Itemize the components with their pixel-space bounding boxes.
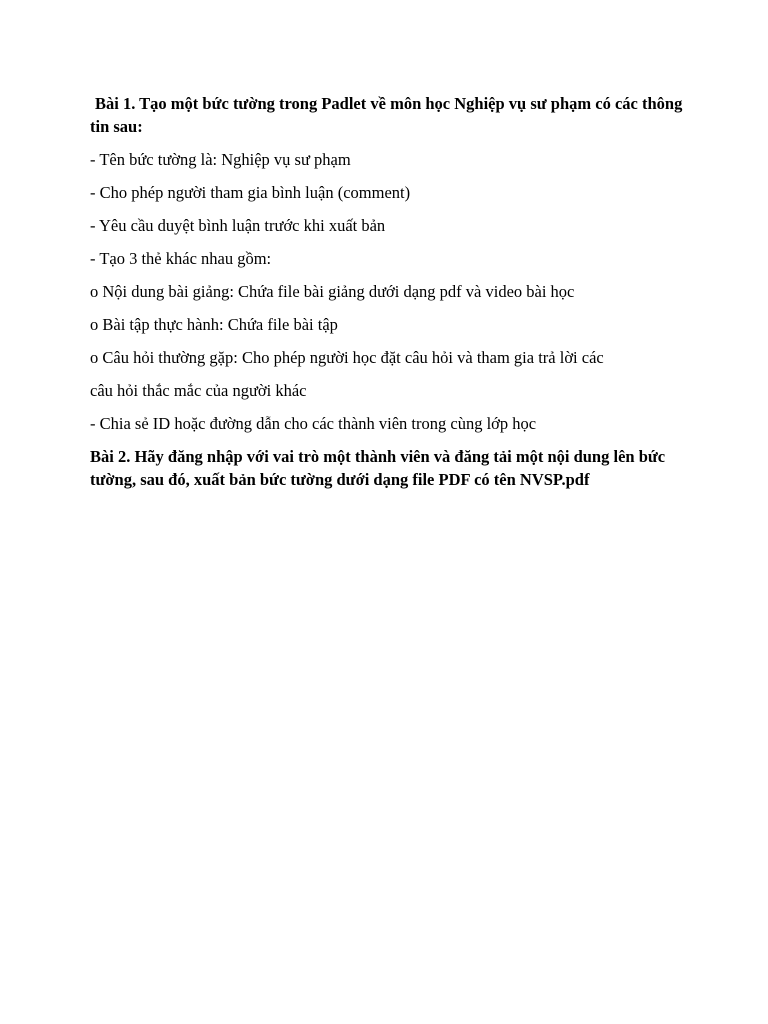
card-faq-continuation-line: câu hỏi thắc mắc của người khác — [90, 381, 307, 400]
card-faq-line: o Câu hỏi thường gặp: Cho phép người học đặt câu hỏi và tham gia trả lời các — [90, 348, 604, 367]
exercise-1-title: Bài 1. Tạo một bức tường trong Padlet về môn học Nghiệp vụ sư phạm có các thông tin sau: — [90, 94, 683, 136]
document-body — [90, 92, 690, 501]
share-link-line: - Chia sẻ ID hoặc đường dẫn cho các thành viên trong cùng lớp học — [90, 414, 537, 433]
create-cards-line: - Tạo 3 thẻ khác nhau gồm: — [90, 249, 272, 268]
exercise-2-title: Bài 2. Hãy đăng nhập với vai trò một thành viên và đăng tải một nội dung lên bức tường, sau đó, xuất bản bức tường dưới dạng file PDF có tên NVSP.pdf — [90, 447, 666, 489]
wall-name-line: - Tên bức tường là: Nghiệp vụ sư phạm — [90, 150, 351, 169]
approve-comment-line: - Yêu cầu duyệt bình luận trước khi xuất bản — [90, 216, 386, 235]
allow-comment-line: - Cho phép người tham gia bình luận (comment) — [90, 183, 411, 202]
card-lecture-content-line: o Nội dung bài giảng: Chứa file bài giảng dưới dạng pdf và video bài học — [90, 282, 575, 301]
card-practice-line: o Bài tập thực hành: Chứa file bài tập — [90, 315, 338, 334]
